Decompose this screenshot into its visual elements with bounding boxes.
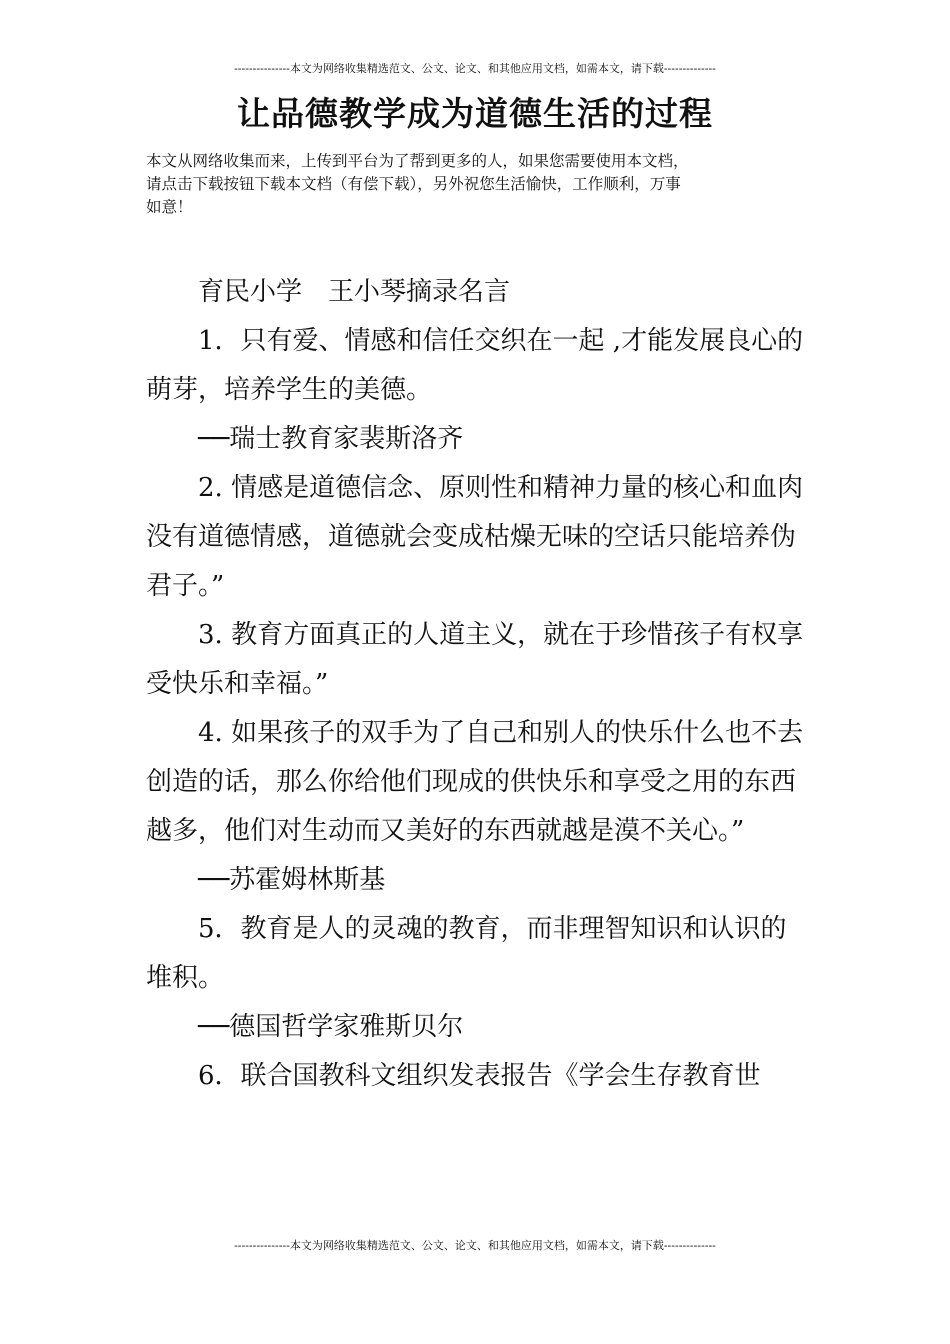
quote-paragraph: 4. 如果孩子的双手为了自己和别人的快乐什么也不去创造的话，那么你给他们现成的供快乐和享受之用的东西越多，他们对生动而又美好的东西就越是漠不关心。”: [146, 718, 804, 846]
quote-paragraph: 6．联合国教科文组织发表报告《学会生存教育世: [198, 1061, 761, 1091]
quote-paragraph: 3. 教育方面真正的人道主义，就在于珍惜孩子有权享受快乐和幸福。”: [146, 620, 804, 699]
notice-line: 请点击下载按钮下载本文档（有偿下载），另外祝您生活愉快，工作顺利，万事: [146, 175, 681, 193]
quote-attribution: ──瑞士教育家裴斯洛齐: [198, 424, 464, 454]
quote-attribution: ──苏霍姆林斯基: [198, 865, 386, 895]
notice-line: 如意！: [146, 198, 193, 216]
quote-paragraph: 5．教育是人的灵魂的教育，而非理智知识和认识的堆积。: [146, 914, 787, 993]
quote-paragraph: 1．只有爱、情感和信任交织在一起 ,才能发展良心的萌芽，培养学生的美德。: [146, 326, 804, 405]
author-line: 育民小学 王小琴摘录名言: [198, 277, 511, 307]
quote-paragraph: 2. 情感是道德信念、原则性和精神力量的核心和血肉没有道德情感，道德就会变成枯燥无味的空话只能培养伪君子。”: [146, 473, 804, 601]
footer-banner: ---------------本文为网络收集精选范文、公文、论文、和其他应用文档，如需本文，请下载--------------: [234, 1239, 716, 1252]
header-banner: ---------------本文为网络收集精选范文、公文、论文、和其他应用文档，如需本文，请下载--------------: [234, 62, 716, 75]
page-title: 让品德教学成为道德生活的过程: [237, 94, 713, 133]
download-notice: [146, 150, 816, 219]
document-body: [146, 268, 811, 1101]
notice-line: 本文从网络收集而来，上传到平台为了帮到更多的人，如果您需要使用本文档，: [146, 152, 689, 170]
quote-attribution: ──德国哲学家雅斯贝尔: [198, 1012, 464, 1042]
